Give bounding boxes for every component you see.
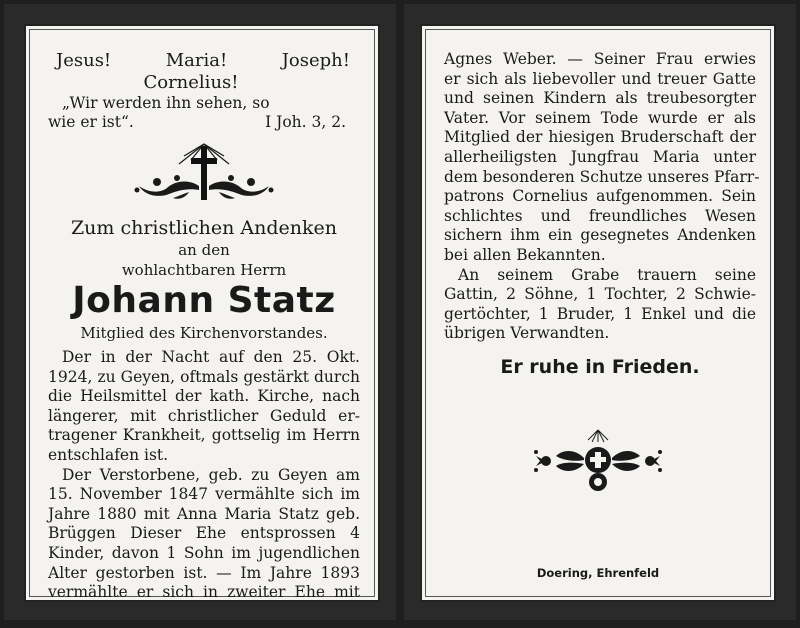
deceased-name: Johann Statz: [72, 280, 336, 321]
body-line: An seinem Grabe trauern seine: [458, 265, 756, 284]
body-line: gertöchter, 1 Bruder, 1 Enkel und die: [444, 304, 756, 323]
body-line: Agnes Weber. — Seiner Frau erwies: [444, 50, 756, 68]
body-line: Jahre 1880 mit Anna Maria Statz geb.: [48, 504, 360, 523]
body-line: übrigen Verwandten.: [444, 324, 610, 343]
body-line: Vater. Vor seinem Tode wurde er als: [444, 108, 756, 127]
body-line: Gattin, 2 Söhne, 1 Tochter, 2 Schwie-: [444, 285, 756, 304]
body-line: patrons Cornelius aufgenommen. Sein: [444, 187, 756, 206]
body-line: Mitglied der hiesigen Bruderschaft der: [444, 128, 756, 147]
honorific: wohlachtbaren Herrn: [121, 261, 287, 279]
left-content: [48, 50, 360, 603]
cross-ornament-icon: [129, 142, 279, 204]
body-line: Der in der Nacht auf den 25. Okt.: [62, 348, 360, 366]
body-line: dem besonderen Schutze unseres Pfarr-: [444, 167, 760, 186]
body-line: vermählte er sich in zweiter Ehe mit: [48, 583, 360, 602]
body-line: Der Verstorbene, geb. zu Geyen am: [62, 465, 360, 484]
body-line: längerer, mit christlicher Geduld er-: [48, 406, 360, 425]
body-line: 1924, zu Geyen, oftmals gestärkt durch: [48, 367, 360, 386]
body-line: und seinen Kindern als treubesorgter: [444, 89, 756, 108]
verse-reference: I Joh. 3, 2.: [265, 113, 346, 131]
invocation-jesus: Jesus!: [56, 50, 112, 71]
body-line: 15. November 1847 vermählte sich im: [48, 485, 360, 504]
body-line: bei allen Bekannten.: [444, 245, 606, 264]
body-line: schlichtes und freundliches Wesen: [444, 206, 756, 225]
invocation-joseph: Joseph!: [281, 50, 350, 71]
invocation-cornelius: Cornelius!: [143, 72, 239, 93]
deceased-role: Mitglied des Kirchenvorstandes.: [80, 324, 328, 342]
flower-ornament-icon: [528, 426, 668, 498]
invocation-line: [48, 50, 360, 72]
rip-line: Er ruhe in Frieden.: [500, 355, 700, 378]
right-content: [444, 50, 760, 380]
body-line: entschlafen ist.: [48, 445, 169, 464]
right-panel: [420, 24, 776, 602]
verse-line-1: „Wir werden ihn sehen, so: [62, 94, 270, 112]
memorial-heading: Zum christlichen Andenken: [70, 217, 338, 239]
body-line: allerheiligsten Jungfrau Maria unter: [444, 147, 756, 166]
printer-credit: Doering, Ehrenfeld: [536, 566, 660, 580]
an-den: an den: [178, 241, 230, 259]
body-line: Alter gestorben ist. — Im Jahre 1893: [48, 563, 360, 582]
body-line: er sich als liebevoller und treuer Gatte: [444, 69, 756, 88]
invocation-maria: Maria!: [165, 50, 228, 71]
body-line: Brüggen Dieser Ehe entsprossen 4: [48, 524, 360, 543]
right-card: [404, 4, 796, 620]
body-line: sichern ihm ein gesegnetes Andenken: [444, 226, 756, 245]
left-panel: [24, 24, 380, 602]
left-card: [4, 4, 396, 620]
body-line: tragener Krankheit, gottselig im Herrn: [48, 426, 360, 445]
body-line: Kinder, davon 1 Sohn im jugendlichen: [48, 543, 360, 562]
verse-text: wie er ist“.: [48, 113, 134, 131]
verse-line-2: [48, 113, 360, 132]
body-line: die Heilsmittel der kath. Kirche, nach: [48, 387, 360, 406]
